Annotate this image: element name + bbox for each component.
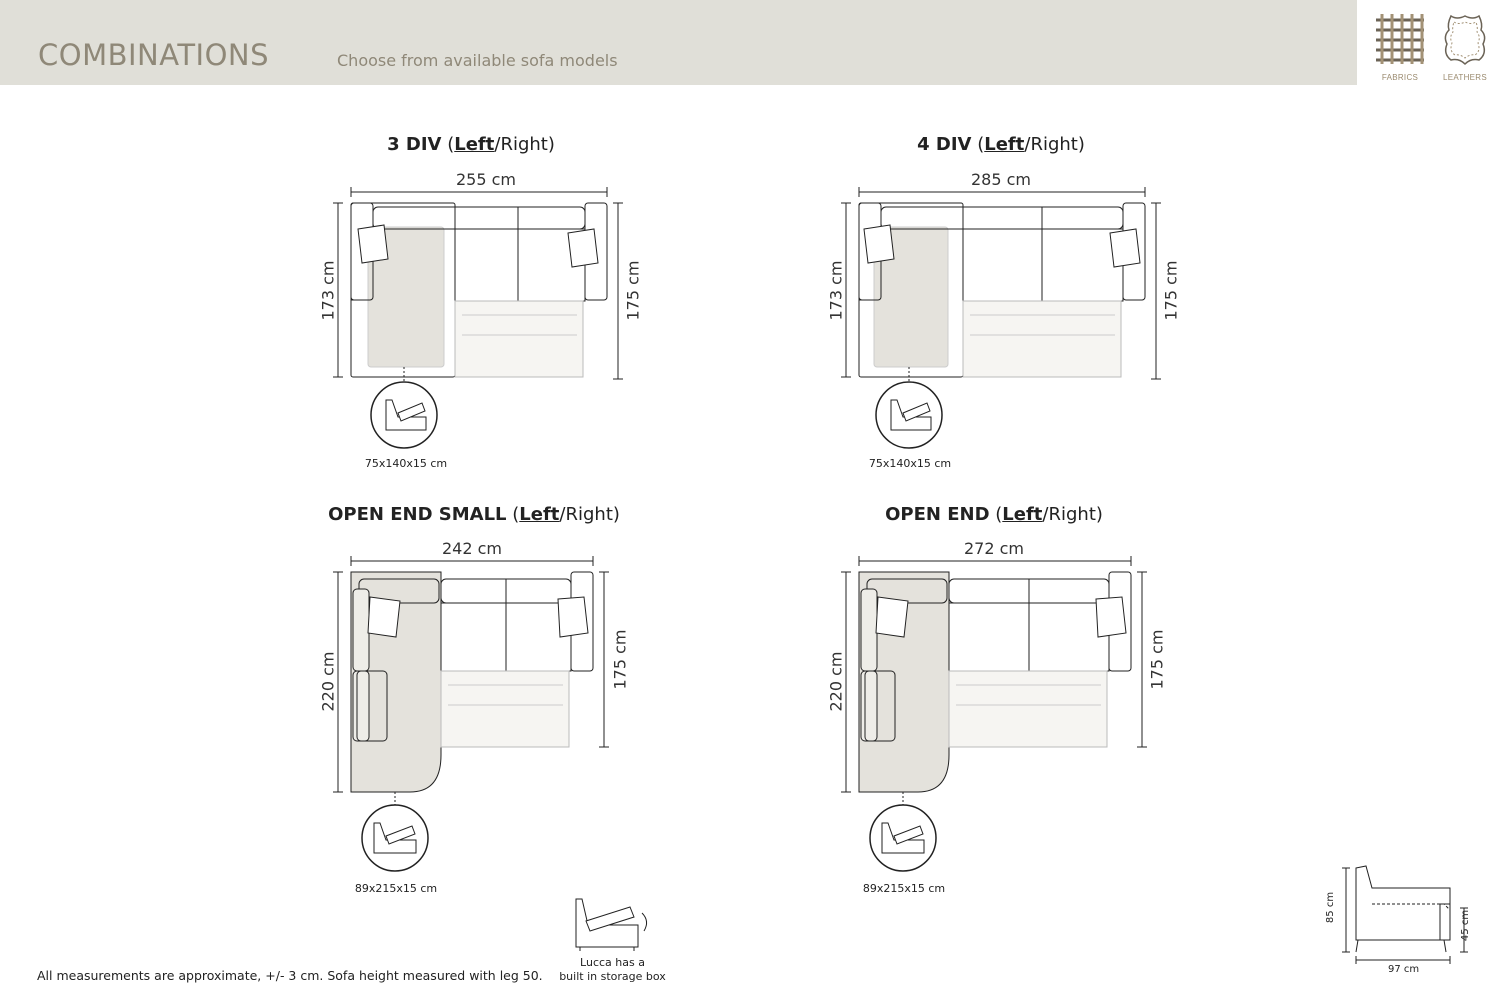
depth-left-dimension: 173 cm [826, 260, 846, 321]
storage-size: 75x140x15 cm [868, 457, 952, 470]
measurement-footnote: All measurements are approximate, +/- 3 cm. Sofa height measured with leg 50. [37, 968, 543, 983]
storage-note [555, 956, 670, 984]
depth-right-dimension: 175 cm [623, 260, 643, 321]
depth-right-dimension: 175 cm [610, 629, 630, 690]
depth-left-dimension: 173 cm [318, 260, 338, 321]
side-height-dimension: 85 cm [1325, 891, 1337, 924]
sofa-diagram-open-end [848, 555, 1168, 885]
depth-left-dimension: 220 cm [826, 651, 846, 712]
sofa-side-view [1340, 860, 1480, 970]
page-subtitle: Choose from available sofa models [337, 51, 618, 70]
depth-right-dimension: 175 cm [1147, 629, 1167, 690]
side-seat-height-dimension: 45 cm [1460, 909, 1472, 942]
fabrics-button[interactable] [1370, 10, 1430, 82]
storage-size: 89x215x15 cm [354, 882, 438, 895]
combination-title-open-end: OPEN END (Left/Right) [885, 504, 1103, 525]
width-dimension: 242 cm [442, 539, 503, 558]
sofa-diagram-3div [340, 185, 640, 455]
fabric-weave-icon [1372, 10, 1428, 66]
depth-left-dimension: 220 cm [318, 651, 338, 712]
fabrics-label: FABRICS [1381, 73, 1419, 82]
storage-note-line2: built in storage box [559, 970, 666, 983]
storage-box-icon [572, 895, 652, 955]
leather-hide-icon [1437, 10, 1493, 66]
sofa-diagram-open-end-small [340, 555, 640, 885]
leathers-button[interactable] [1435, 10, 1495, 82]
side-depth-dimension: 97 cm [1388, 964, 1420, 975]
storage-size: 89x215x15 cm [862, 882, 946, 895]
width-dimension: 255 cm [456, 170, 517, 189]
storage-note-line1: Lucca has a [580, 956, 645, 969]
page-header [0, 0, 1357, 85]
depth-right-dimension: 175 cm [1161, 260, 1181, 321]
combination-title-3div: 3 DIV (Left/Right) [387, 134, 555, 155]
storage-size: 75x140x15 cm [364, 457, 448, 470]
leathers-label: LEATHERS [1442, 73, 1488, 82]
combination-title-open-end-small: OPEN END SMALL (Left/Right) [328, 504, 620, 525]
width-dimension: 272 cm [964, 539, 1025, 558]
combination-title-4div: 4 DIV (Left/Right) [917, 134, 1085, 155]
page-title: COMBINATIONS [38, 38, 270, 72]
sofa-diagram-4div [848, 185, 1178, 455]
width-dimension: 285 cm [971, 170, 1032, 189]
